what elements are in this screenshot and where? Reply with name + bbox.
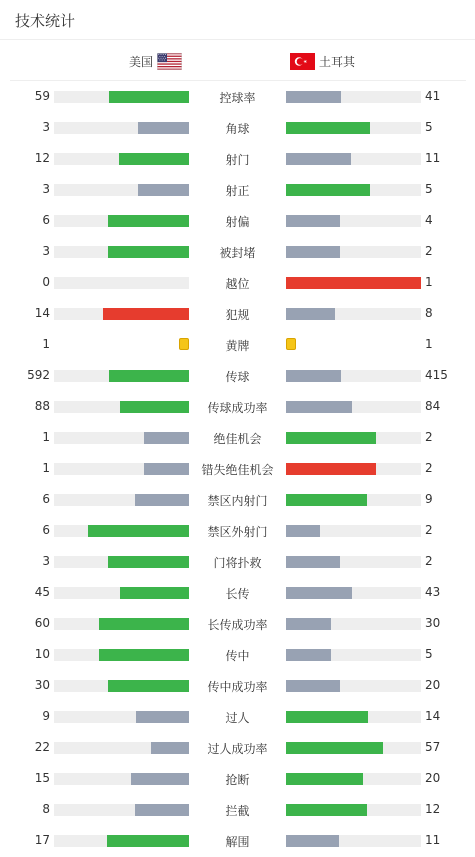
home-value: 6 <box>42 213 50 227</box>
home-bar-fill <box>108 680 189 692</box>
away-value: 20 <box>425 771 441 785</box>
stat-row <box>0 267 475 298</box>
stat-row <box>0 236 475 267</box>
away-value: 2 <box>425 523 433 537</box>
away-value: 4 <box>425 213 433 227</box>
away-team <box>290 53 355 70</box>
stat-label: 过人 <box>225 711 250 725</box>
stat-row <box>0 546 475 577</box>
stat-row <box>0 453 475 484</box>
home-bar-fill <box>88 525 189 537</box>
away-bar-fill <box>286 463 376 475</box>
home-bar-track <box>54 711 189 723</box>
away-bar-track <box>286 370 421 382</box>
home-value: 3 <box>42 120 50 134</box>
home-bar-fill <box>138 184 189 196</box>
home-value: 60 <box>34 616 50 630</box>
yellow-card-icon <box>286 338 296 350</box>
stat-row <box>0 174 475 205</box>
home-value: 88 <box>34 399 50 413</box>
away-bar-track <box>286 525 421 537</box>
home-bar-fill <box>136 711 189 723</box>
stat-label: 过人成功率 <box>207 742 268 756</box>
home-bar-track <box>54 556 189 568</box>
stat-label: 被封堵 <box>219 246 256 260</box>
stat-label: 射门 <box>225 153 250 167</box>
away-bar-fill <box>286 494 367 506</box>
home-bar-fill <box>151 742 189 754</box>
away-value: 11 <box>425 151 441 165</box>
home-bar-track <box>54 618 189 630</box>
away-value: 11 <box>425 833 441 847</box>
home-value: 3 <box>42 244 50 258</box>
header <box>0 0 475 40</box>
away-bar-fill <box>286 215 340 227</box>
away-bar-track <box>286 432 421 444</box>
stat-row <box>0 577 475 608</box>
away-value: 84 <box>425 399 441 413</box>
away-value: 41 <box>425 89 441 103</box>
home-bar-fill <box>103 308 189 320</box>
home-bar-track <box>54 494 189 506</box>
away-bar-fill <box>286 91 341 103</box>
home-value: 12 <box>34 151 50 165</box>
home-bar-track <box>54 432 189 444</box>
home-bar-track <box>54 742 189 754</box>
away-bar-track <box>286 835 421 847</box>
home-bar-track <box>54 277 189 289</box>
stat-row <box>0 391 475 422</box>
home-value: 1 <box>42 430 50 444</box>
away-bar-track <box>286 401 421 413</box>
stat-label: 禁区外射门 <box>207 525 268 539</box>
stat-label: 角球 <box>225 122 250 136</box>
home-value: 45 <box>34 585 50 599</box>
stat-label: 解围 <box>225 835 250 849</box>
home-bar-fill <box>108 556 189 568</box>
home-value: 14 <box>34 306 50 320</box>
away-bar-track <box>286 649 421 661</box>
stat-row <box>0 112 475 143</box>
stat-label: 门将扑救 <box>213 556 262 570</box>
home-bar-track <box>54 525 189 537</box>
stat-label: 错失绝佳机会 <box>201 463 274 477</box>
away-value: 2 <box>425 461 433 475</box>
away-team-name: 土耳其 <box>319 55 356 69</box>
away-bar-track <box>286 308 421 320</box>
stat-row <box>0 701 475 732</box>
stat-row <box>0 298 475 329</box>
home-value: 6 <box>42 523 50 537</box>
away-value: 2 <box>425 430 433 444</box>
away-bar-fill <box>286 153 351 165</box>
home-value: 3 <box>42 554 50 568</box>
home-bar-fill <box>119 153 189 165</box>
home-bar-fill <box>144 432 189 444</box>
home-bar-fill <box>138 122 189 134</box>
away-bar-track <box>286 556 421 568</box>
home-bar-track <box>54 153 189 165</box>
away-bar-fill <box>286 618 331 630</box>
away-value: 5 <box>425 120 433 134</box>
away-bar-track <box>286 618 421 630</box>
home-bar-track <box>54 463 189 475</box>
home-value: 8 <box>42 802 50 816</box>
home-bar-track <box>54 835 189 847</box>
away-bar-track <box>286 215 421 227</box>
home-bar-fill <box>109 370 189 382</box>
stat-label: 越位 <box>225 277 250 291</box>
home-bar-fill <box>135 494 189 506</box>
away-bar-track <box>286 804 421 816</box>
home-value: 3 <box>42 182 50 196</box>
away-value: 2 <box>425 554 433 568</box>
away-bar-track <box>286 463 421 475</box>
away-bar-fill <box>286 804 367 816</box>
stat-label: 传中成功率 <box>207 680 268 694</box>
stat-label: 长传成功率 <box>207 618 268 632</box>
away-bar-track <box>286 246 421 258</box>
yellow-card-icon <box>179 338 189 350</box>
home-value: 9 <box>42 709 50 723</box>
stat-label: 拦截 <box>225 804 250 818</box>
away-bar-fill <box>286 308 335 320</box>
away-value: 1 <box>425 337 433 351</box>
stat-row <box>0 422 475 453</box>
stat-label: 控球率 <box>219 91 256 105</box>
home-bar-fill <box>120 401 189 413</box>
away-value: 30 <box>425 616 441 630</box>
stat-label: 抢断 <box>225 773 250 787</box>
home-bar-fill <box>107 835 189 847</box>
home-bar-track <box>54 246 189 258</box>
home-bar-fill <box>135 804 189 816</box>
away-bar-track <box>286 587 421 599</box>
stat-row <box>0 639 475 670</box>
home-bar-track <box>54 91 189 103</box>
home-value: 592 <box>27 368 50 382</box>
stat-label: 禁区内射门 <box>207 494 268 508</box>
stat-label: 长传 <box>225 587 250 601</box>
away-bar-track <box>286 122 421 134</box>
stat-label: 黄牌 <box>225 339 250 353</box>
stat-label: 射偏 <box>225 215 250 229</box>
away-bar-fill <box>286 432 376 444</box>
home-bar-fill <box>144 463 189 475</box>
home-value: 17 <box>34 833 50 847</box>
away-value: 5 <box>425 182 433 196</box>
away-bar-fill <box>286 649 331 661</box>
away-bar-track <box>286 153 421 165</box>
away-bar-fill <box>286 835 339 847</box>
away-bar-track <box>286 680 421 692</box>
away-bar-fill <box>286 680 340 692</box>
page-title: 技术统计 <box>15 12 76 30</box>
away-value: 57 <box>425 740 441 754</box>
home-value: 0 <box>42 275 50 289</box>
teams-header <box>10 41 466 81</box>
stat-label: 传球成功率 <box>207 401 268 415</box>
stat-row <box>0 81 475 112</box>
away-value: 43 <box>425 585 441 599</box>
home-value: 30 <box>34 678 50 692</box>
away-bar-fill <box>286 587 352 599</box>
stat-label: 犯规 <box>225 308 250 322</box>
away-bar-fill <box>286 711 368 723</box>
stat-row <box>0 825 475 856</box>
stat-row <box>0 608 475 639</box>
stat-row <box>0 670 475 701</box>
away-bar-fill <box>286 773 363 785</box>
home-bar-track <box>54 649 189 661</box>
home-bar-track <box>54 401 189 413</box>
home-value: 1 <box>42 337 50 351</box>
home-value: 22 <box>34 740 50 754</box>
home-value: 15 <box>34 771 50 785</box>
away-bar-fill <box>286 370 341 382</box>
home-bar-fill <box>108 215 189 227</box>
away-bar-track <box>286 773 421 785</box>
home-value: 10 <box>34 647 50 661</box>
stat-row <box>0 763 475 794</box>
home-team-name: 美国 <box>128 55 153 69</box>
away-bar-fill <box>286 525 320 537</box>
home-bar-track <box>54 370 189 382</box>
home-bar-track <box>54 308 189 320</box>
stat-row <box>0 515 475 546</box>
stat-row <box>0 794 475 825</box>
stat-row <box>0 143 475 174</box>
stat-label: 传球 <box>225 370 250 384</box>
stat-label: 绝佳机会 <box>213 432 262 446</box>
away-bar-track <box>286 91 421 103</box>
away-value: 12 <box>425 802 441 816</box>
home-bar-track <box>54 184 189 196</box>
home-bar-fill <box>99 649 189 661</box>
away-value: 2 <box>425 244 433 258</box>
stat-row <box>0 360 475 391</box>
away-value: 415 <box>425 368 448 382</box>
home-bar-fill <box>120 587 189 599</box>
away-bar-fill <box>286 556 340 568</box>
away-value: 20 <box>425 678 441 692</box>
stat-row <box>0 732 475 763</box>
home-bar-fill <box>109 91 189 103</box>
home-value: 6 <box>42 492 50 506</box>
home-value: 1 <box>42 461 50 475</box>
away-bar-track <box>286 711 421 723</box>
away-bar-track <box>286 742 421 754</box>
home-bar-fill <box>99 618 189 630</box>
away-value: 9 <box>425 492 433 506</box>
away-bar-track <box>286 184 421 196</box>
away-value: 14 <box>425 709 441 723</box>
home-bar-track <box>54 587 189 599</box>
usa-flag-icon <box>157 53 182 70</box>
stat-label: 射正 <box>225 184 250 198</box>
turkey-flag-icon <box>290 53 315 70</box>
away-value: 5 <box>425 647 433 661</box>
home-bar-track <box>54 215 189 227</box>
stat-row <box>0 329 475 360</box>
away-bar-track <box>286 277 421 289</box>
home-bar-track <box>54 680 189 692</box>
away-bar-fill <box>286 401 352 413</box>
home-bar-track <box>54 122 189 134</box>
away-bar-track <box>286 494 421 506</box>
home-bar-fill <box>131 773 189 785</box>
away-bar-fill <box>286 277 421 289</box>
home-bar-fill <box>108 246 189 258</box>
stat-label: 传中 <box>225 649 250 663</box>
away-value: 1 <box>425 275 433 289</box>
home-bar-track <box>54 773 189 785</box>
away-bar-fill <box>286 246 340 258</box>
stat-row <box>0 205 475 236</box>
away-bar-fill <box>286 184 370 196</box>
away-bar-fill <box>286 742 383 754</box>
home-value: 59 <box>34 89 50 103</box>
stat-row <box>0 484 475 515</box>
home-team <box>129 53 182 70</box>
away-value: 8 <box>425 306 433 320</box>
away-bar-fill <box>286 122 370 134</box>
home-bar-track <box>54 804 189 816</box>
